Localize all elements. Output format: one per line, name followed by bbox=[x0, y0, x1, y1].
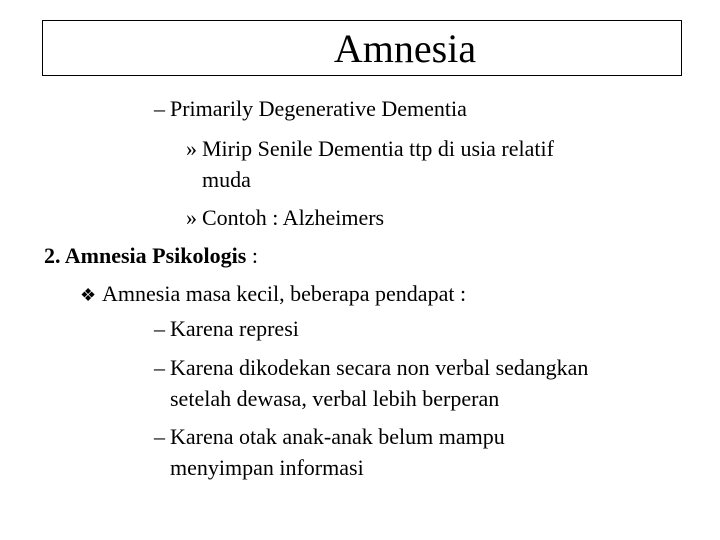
section-heading-bold: 2. Amnesia Psikologis bbox=[44, 243, 247, 268]
bullet-karena-dikodekan-cont bbox=[170, 386, 499, 412]
dash-bullet: – bbox=[154, 424, 165, 449]
bullet-contoh bbox=[186, 205, 384, 231]
bullet-primarily-degenerative bbox=[154, 96, 467, 122]
bullet-amnesia-masa-kecil bbox=[80, 281, 466, 308]
bullet-text: Mirip Senile Dementia ttp di usia relatif bbox=[202, 136, 554, 161]
section-heading bbox=[44, 243, 258, 269]
bullet-text: Karena otak anak-anak belum mampu bbox=[170, 424, 505, 449]
bullet-text-cont: setelah dewasa, verbal lebih berperan bbox=[170, 386, 500, 411]
section-heading-colon: : bbox=[246, 243, 258, 268]
bullet-text: Contoh : Alzheimers bbox=[202, 205, 385, 230]
title-box bbox=[42, 20, 682, 76]
bullet-text: Karena represi bbox=[170, 316, 299, 341]
bullet-karena-otak-cont bbox=[170, 455, 364, 481]
bullet-karena-represi bbox=[154, 316, 299, 342]
slide-title: Amnesia bbox=[333, 26, 477, 71]
bullet-mirip-senile-cont bbox=[202, 167, 251, 193]
bullet-karena-dikodekan bbox=[154, 355, 588, 381]
bullet-text: Primarily Degenerative Dementia bbox=[170, 96, 467, 121]
raquo-bullet: » bbox=[186, 136, 197, 161]
bullet-karena-otak bbox=[154, 424, 505, 450]
bullet-text: Karena dikodekan secara non verbal sedangkan bbox=[170, 355, 589, 380]
bullet-text: Amnesia masa kecil, beberapa pendapat : bbox=[102, 281, 467, 306]
bullet-text-cont: muda bbox=[202, 167, 251, 192]
bullet-text-cont: menyimpan informasi bbox=[170, 455, 364, 480]
dash-bullet: – bbox=[154, 96, 165, 121]
raquo-bullet: » bbox=[186, 205, 197, 230]
dash-bullet: – bbox=[154, 316, 165, 341]
diamond-icon: ❖ bbox=[80, 285, 97, 305]
bullet-mirip-senile bbox=[186, 136, 554, 162]
dash-bullet: – bbox=[154, 355, 165, 380]
